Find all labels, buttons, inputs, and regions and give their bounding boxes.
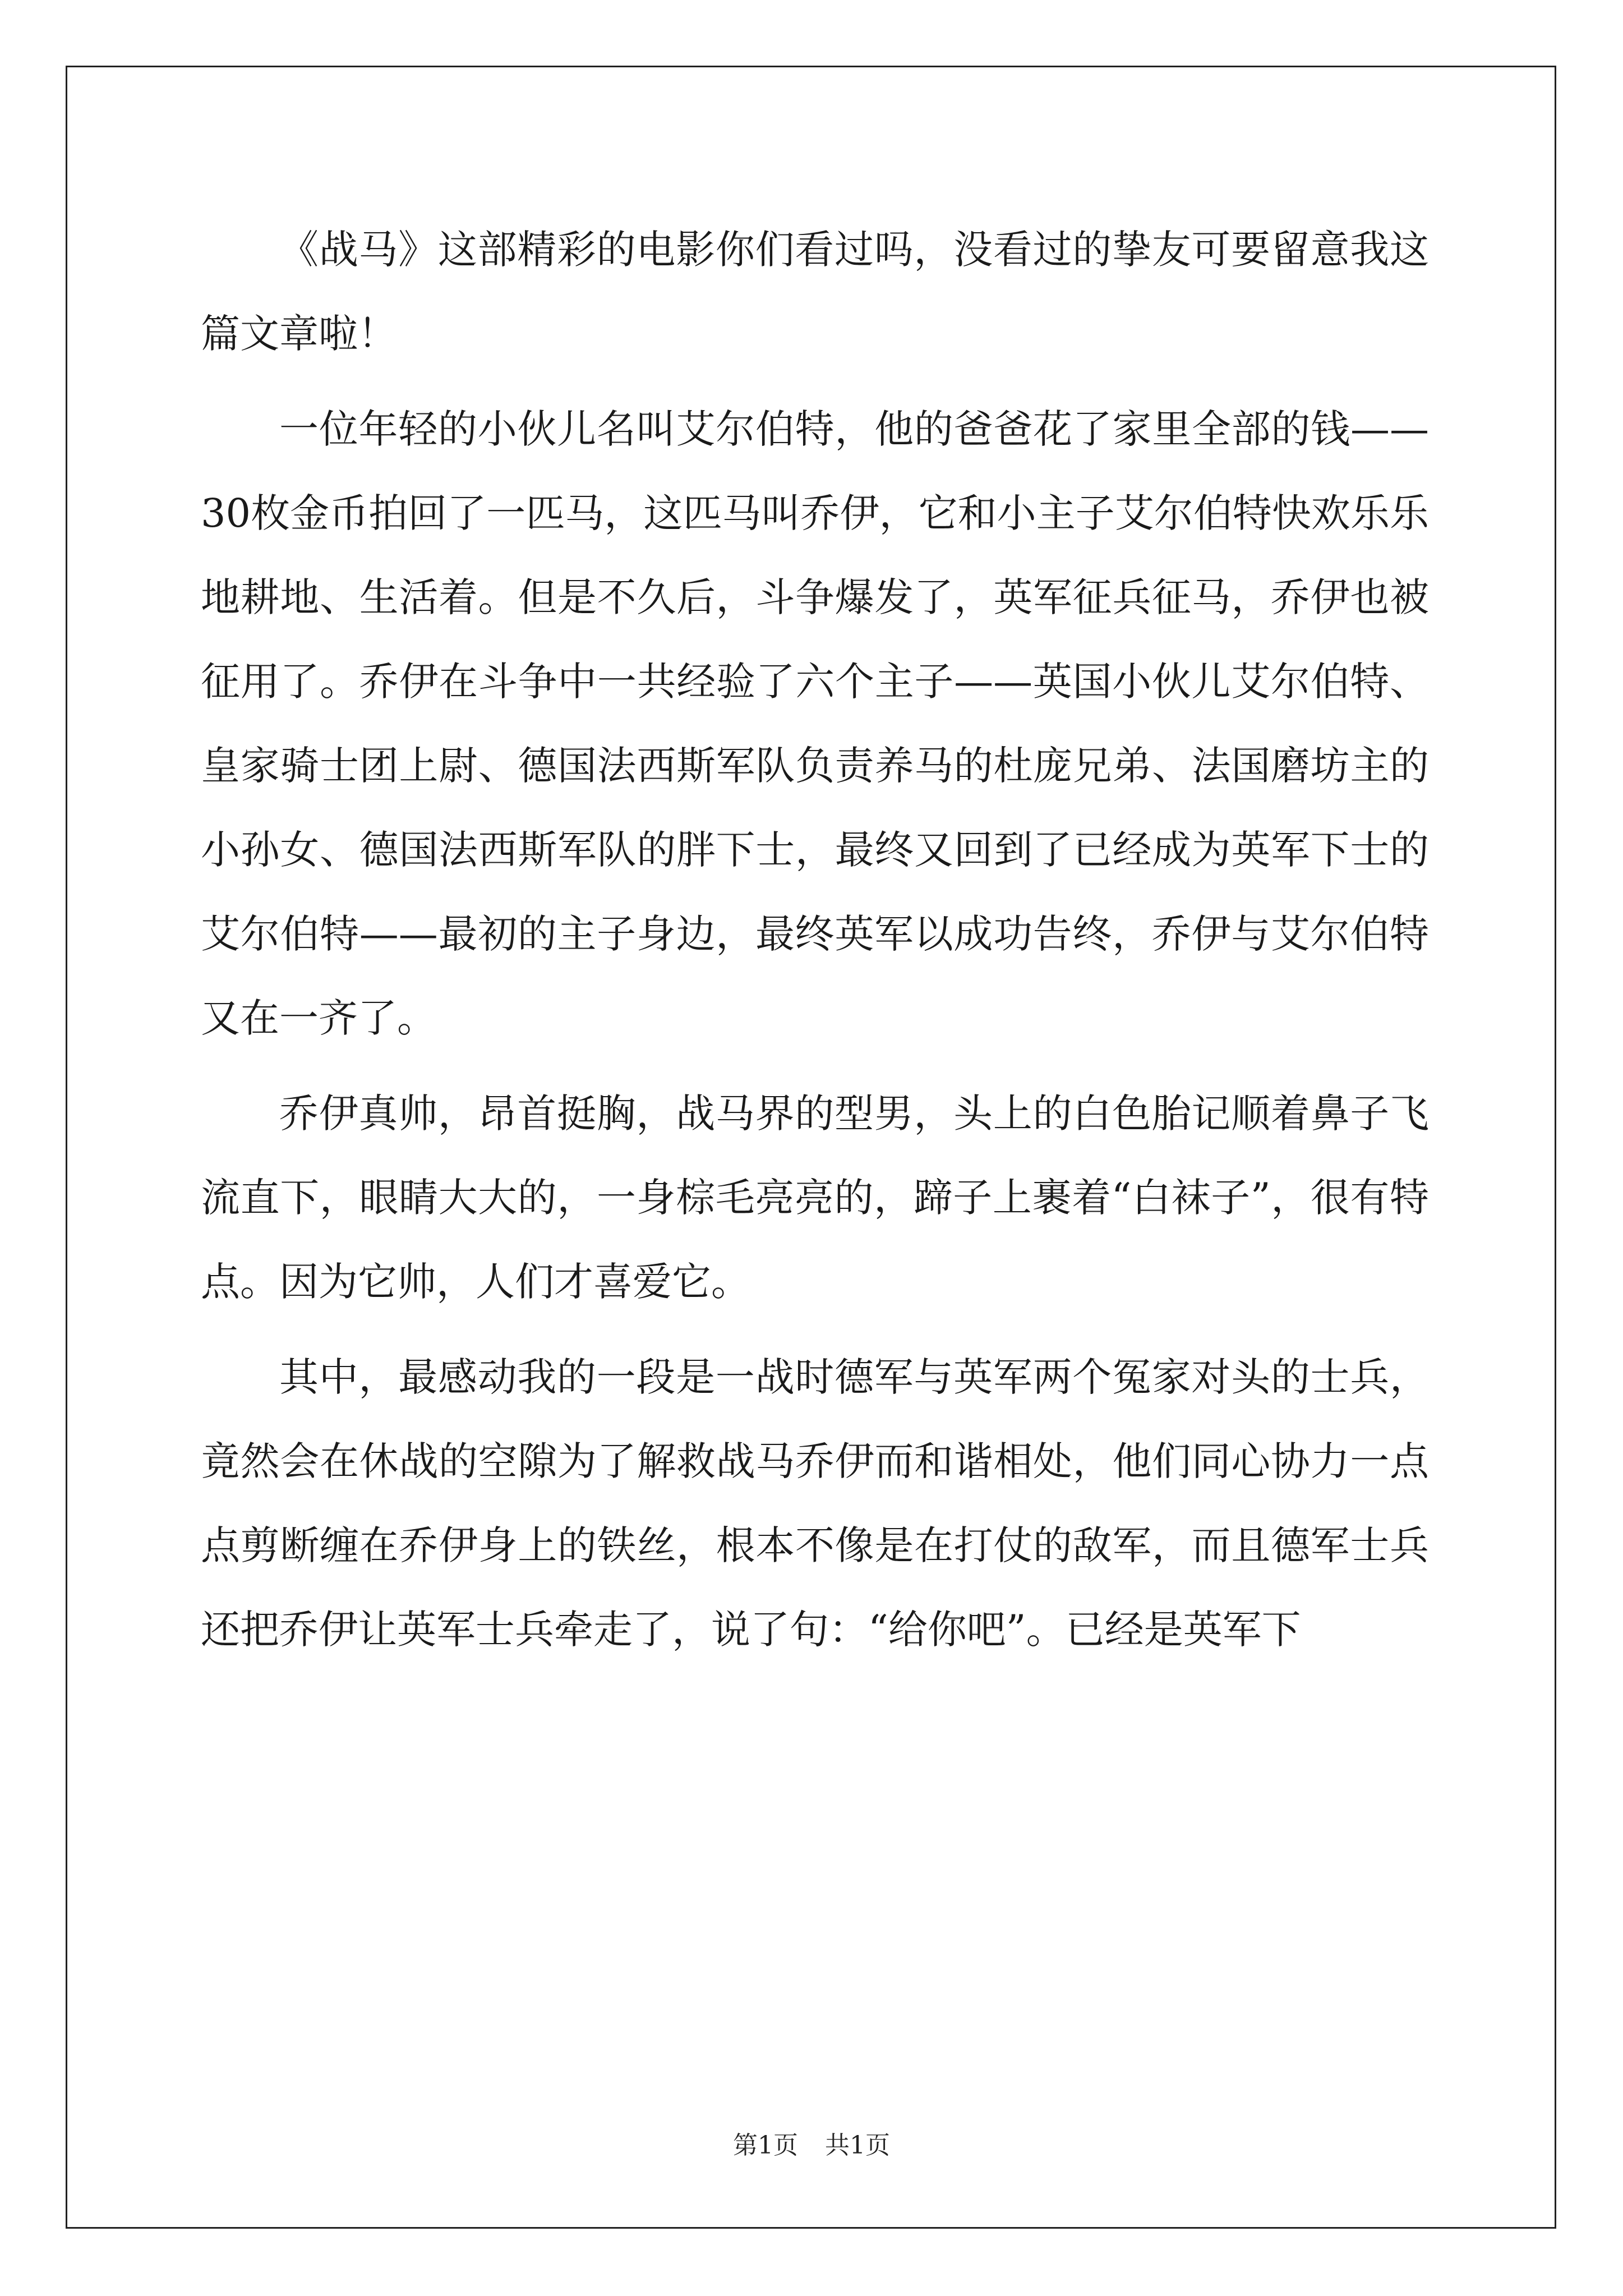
document-body <box>201 208 1429 1683</box>
paragraph-plot: 一位年轻的小伙儿名叫艾尔伯特，他的爸爸花了家里全部的钱——30枚金币拍回了一匹马，这匹马叫乔伊，它和小主子艾尔伯特快欢乐乐地耕地、生活着。但是不久后，斗争爆发了，英军征兵征马，乔伊也被征用了。乔伊在斗争中一共经验了六个主子——英国小伙儿艾尔伯特、皇家骑士团上尉、德国法西斯军队负责养马的杜庞兄弟、法国磨坊主的小孙女、德国法西斯军队的胖下士，最终又回到了已经成为英军下士的艾尔伯特——最初的主子身边，最终英军以成功告终，乔伊与艾尔伯特又在一齐了。 <box>201 406 1429 1041</box>
paragraph-intro: 《战马》这部精彩的电影你们看过吗，没看过的挚友可要留意我这篇文章啦！ <box>201 227 1429 357</box>
paragraph-moving-scene: 其中，最感动我的一段是一战时德军与英军两个冤家对头的士兵，竟然会在休战的空隙为了解救战马乔伊而和谐相处，他们同心协力一点点剪断缠在乔伊身上的铁丝，根本不像是在打仗的敌军，而且德军士兵还把乔伊让英军士兵牵走了，说了句：“给你吧”。已经是英军下 <box>201 1354 1429 1653</box>
page-number-total: 共1页 <box>825 2131 890 2160</box>
page-number-current: 第1页 <box>733 2131 798 2160</box>
page-footer <box>0 2129 1623 2162</box>
paragraph-joey-description: 乔伊真帅，昂首挺胸，战马界的型男，头上的白色胎记顺着鼻子飞流直下，眼睛大大的，一身棕毛亮亮的，蹄子上裹着“白袜子”，很有特点。因为它帅，人们才喜爱它。 <box>201 1091 1429 1305</box>
